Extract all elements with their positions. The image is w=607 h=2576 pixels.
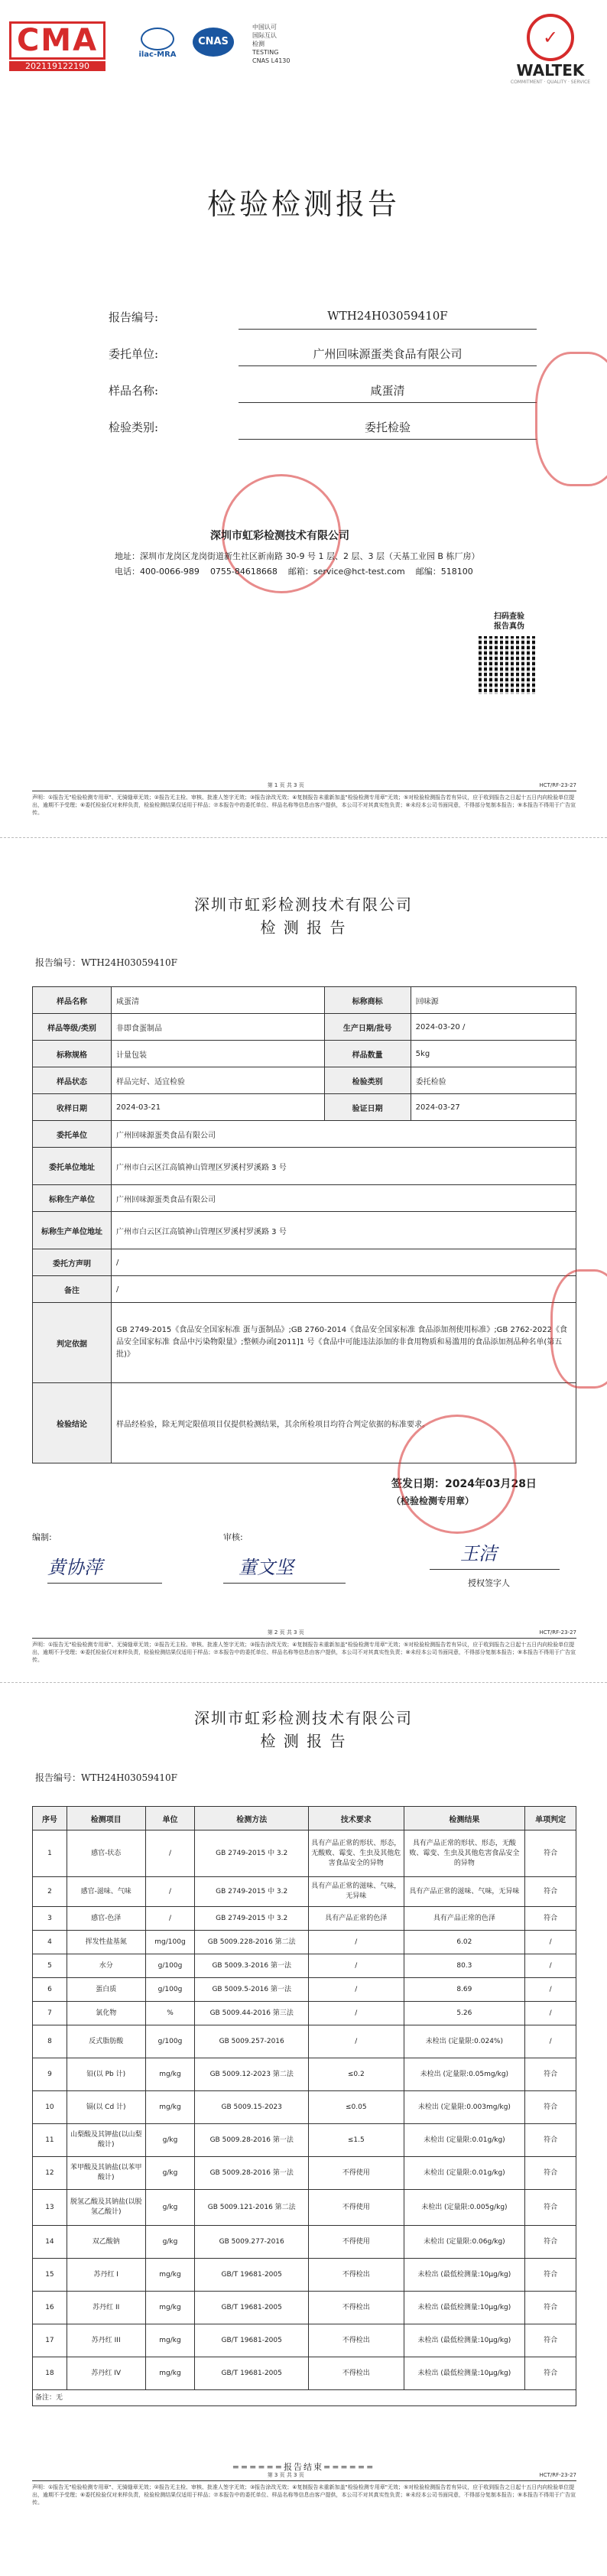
cell-req: ≤1.5 <box>308 2124 404 2157</box>
editor-label: 编制: <box>32 1532 52 1542</box>
report-number-row: 报告编号: WTH24H03059410F <box>109 304 476 330</box>
table-row: 收样日期 2024-03-21 验证日期 2024-03-27 <box>33 1094 576 1121</box>
cell-unit: / <box>145 1907 195 1931</box>
cell-no: 7 <box>33 2002 67 2025</box>
cell-judge: 符合 <box>525 1830 576 1877</box>
cell-method: GB 5009.28-2016 第一法 <box>195 2157 309 2190</box>
cell-result: 具有产品正常的滋味、气味，无异味 <box>404 1877 525 1907</box>
table-row <box>33 2058 576 2091</box>
cell-req: 不得使用 <box>308 2226 404 2259</box>
cell-item: 山梨酸及其钾盐(以山梨酸计) <box>67 2124 145 2157</box>
sample-info-table <box>32 986 576 1463</box>
cell-judge: 符合 <box>525 2226 576 2259</box>
cell-unit: g/kg <box>145 2157 195 2190</box>
table-row <box>33 2324 576 2357</box>
cell-judge: 符合 <box>525 2259 576 2292</box>
cell-method: GB/T 19681-2005 <box>195 2357 309 2390</box>
cell-item: 苏丹红 II <box>67 2292 145 2324</box>
cell-result: 5.26 <box>404 2002 525 2025</box>
cell-req: ≤0.2 <box>308 2058 404 2091</box>
cell-unit: / <box>145 1877 195 1907</box>
cell-unit: mg/100g <box>145 1931 195 1954</box>
cell-no: 15 <box>33 2259 67 2292</box>
cell-result: 未检出 (定量限:0.005g/kg) <box>404 2190 525 2226</box>
table-row <box>33 2292 576 2324</box>
table-row: 标称生产单位 广州回味源蛋类食品有限公司 <box>33 1185 576 1212</box>
cell-method: GB 2749-2015 中 3.2 <box>195 1907 309 1931</box>
cell-unit: mg/kg <box>145 2357 195 2390</box>
cell-result: 未检出 (定量限:0.05mg/kg) <box>404 2058 525 2091</box>
qr-label: 扫码查验 报告真伪 <box>494 612 524 631</box>
waltek-logo: ✓ WALTEK COMMITMENT · QUALITY · SERVICE <box>505 14 596 83</box>
cell-judge: / <box>525 1954 576 1978</box>
cell-method: GB 5009.15-2023 <box>195 2091 309 2124</box>
cell-method: GB 2749-2015 中 3.2 <box>195 1877 309 1907</box>
table-header-row: 序号 检测项目 单位 检测方法 技术要求 检测结果 单项判定 <box>33 1807 576 1830</box>
cell-no: 12 <box>33 2157 67 2190</box>
cell-method: GB 5009.228-2016 第二法 <box>195 1931 309 1954</box>
cell-method: GB 5009.3-2016 第一法 <box>195 1954 309 1978</box>
cell-unit: mg/kg <box>145 2324 195 2357</box>
cell-item: 蛋白质 <box>67 1978 145 2002</box>
checkmark-icon: ✓ <box>527 14 574 61</box>
cell-req: 不得检出 <box>308 2324 404 2357</box>
table-note: 备注：无 <box>33 2390 576 2406</box>
cell-unit: mg/kg <box>145 2292 195 2324</box>
cell-item: 感官-色泽 <box>67 1907 145 1931</box>
issue-date: 签发日期：2024年03月28日 <box>391 1478 537 1490</box>
cell-item: 双乙酸钠 <box>67 2226 145 2259</box>
cell-no: 10 <box>33 2091 67 2124</box>
table-row <box>33 2157 576 2190</box>
cell-result: 具有产品正常的形状、形态，无酸败、霉变、生虫及其他危害食品安全的异物 <box>404 1830 525 1877</box>
cell-judge: 符合 <box>525 2091 576 2124</box>
cell-result: 6.02 <box>404 1931 525 1954</box>
test-seal <box>398 1415 517 1534</box>
cell-req: / <box>308 2002 404 2025</box>
approver-label: 授权签字人 <box>468 1578 510 1588</box>
cell-unit: g/kg <box>145 2190 195 2226</box>
cell-no: 9 <box>33 2058 67 2091</box>
cell-method: GB 5009.257-2016 <box>195 2025 309 2058</box>
table-row: 标称规格 计量包装 样品数量 5kg <box>33 1041 576 1067</box>
cell-judge: 符合 <box>525 2190 576 2226</box>
table-row <box>33 1907 576 1931</box>
cell-method: GB/T 19681-2005 <box>195 2324 309 2357</box>
table-row: 样品状态 样品完好、适宜检验 检验类别 委托检验 <box>33 1067 576 1094</box>
cell-req: / <box>308 1931 404 1954</box>
cell-no: 4 <box>33 1931 67 1954</box>
company-title: 深圳市虹彩检测技术有限公司 <box>194 895 413 914</box>
table-row <box>33 2002 576 2025</box>
cell-req: 不得使用 <box>308 2190 404 2226</box>
qr-code[interactable] <box>479 636 537 694</box>
table-row <box>33 2124 576 2157</box>
ilac-logo: ilac-MRA <box>130 28 185 61</box>
cell-item: 水分 <box>67 1954 145 1978</box>
table-row <box>33 2357 576 2390</box>
table-row <box>33 1877 576 1907</box>
report-number: 报告编号：WTH24H03059410F <box>35 957 177 968</box>
cell-item: 挥发性盐基氮 <box>67 1931 145 1954</box>
seam-seal <box>535 352 607 486</box>
cell-result: 未检出 (定量限:0.003mg/kg) <box>404 2091 525 2124</box>
cell-req: 具有产品正常的滋味、气味，无异味 <box>308 1877 404 1907</box>
cell-req: ≤0.05 <box>308 2091 404 2124</box>
cell-judge: / <box>525 1931 576 1954</box>
sample-name-row: 样品名称: 咸蛋清 <box>109 378 476 404</box>
cell-item: 感官-状态 <box>67 1830 145 1877</box>
table-row: 检验结论 样品经检验，除无判定限值项目仅提供检测结果，其余所检项目均符合判定依据的标准要求。 <box>33 1383 576 1463</box>
cell-judge: 符合 <box>525 2124 576 2157</box>
cell-judge: 符合 <box>525 2324 576 2357</box>
cell-unit: g/kg <box>145 2124 195 2157</box>
cell-unit: g/100g <box>145 1978 195 2002</box>
table-row <box>33 1830 576 1877</box>
cell-unit: mg/kg <box>145 2259 195 2292</box>
cell-method: GB/T 19681-2005 <box>195 2259 309 2292</box>
cell-unit: / <box>145 1830 195 1877</box>
table-row <box>33 1931 576 1954</box>
cell-no: 16 <box>33 2292 67 2324</box>
table-row: 委托单位 广州回味源蛋类食品有限公司 <box>33 1121 576 1148</box>
cell-req: / <box>308 2025 404 2058</box>
table-row <box>33 1978 576 2002</box>
cell-req: / <box>308 1954 404 1978</box>
cell-no: 2 <box>33 1877 67 1907</box>
cell-item: 氯化物 <box>67 2002 145 2025</box>
reviewer-label: 审核: <box>223 1532 243 1542</box>
cell-result: 具有产品正常的色泽 <box>404 1907 525 1931</box>
cell-judge: 符合 <box>525 2058 576 2091</box>
results-table <box>32 1806 576 2406</box>
table-row <box>33 2226 576 2259</box>
cnas-logo <box>193 28 246 61</box>
cell-method: GB 5009.121-2016 第二法 <box>195 2190 309 2226</box>
cnas-mark: CNAS <box>193 28 234 57</box>
cell-item: 苯甲酸及其钠盐(以苯甲酸计) <box>67 2157 145 2190</box>
cell-req: 具有产品正常的色泽 <box>308 1907 404 1931</box>
company-name: 深圳市虹彩检测技术有限公司 <box>210 530 349 542</box>
cell-no: 11 <box>33 2124 67 2157</box>
cell-method: GB 5009.28-2016 第一法 <box>195 2124 309 2157</box>
cell-result: 未检出 (定量限:0.01g/kg) <box>404 2157 525 2190</box>
company-contacts: 电话：400-0066-989 0755-84618668 邮箱：service@hct-test.com 邮编：518100 <box>115 567 473 577</box>
cell-unit: g/kg <box>145 2226 195 2259</box>
table-row: 委托方声明 / <box>33 1249 576 1276</box>
cma-number: 202119122190 <box>9 61 105 71</box>
table-row: 备注 / <box>33 1276 576 1303</box>
table-row <box>33 2190 576 2226</box>
cell-req: 不得检出 <box>308 2357 404 2390</box>
table-row <box>33 1954 576 1978</box>
seal-caption: （检验检测专用章） <box>391 1496 475 1506</box>
cell-unit: mg/kg <box>145 2058 195 2091</box>
cell-item: 铅(以 Pb 计) <box>67 2058 145 2091</box>
cell-result: 未检出 (最低检测量:10μg/kg) <box>404 2357 525 2390</box>
reviewer-signature: 董文坚 <box>239 1557 294 1578</box>
cell-judge: / <box>525 2025 576 2058</box>
report-subtitle: 检 测 报 告 <box>260 918 347 937</box>
cell-result: 未检出 (最低检测量:10μg/kg) <box>404 2259 525 2292</box>
cell-req: 不得检出 <box>308 2292 404 2324</box>
cell-no: 18 <box>33 2357 67 2390</box>
client-row: 委托单位: 广州回味源蛋类食品有限公司 <box>109 341 476 367</box>
table-row: 判定依据 GB 2749-2015《食品安全国家标准 蛋与蛋制品》;GB 2760-2014《食品安全国家标准 食品添加剂使用标准》;GB 2762-2022《食品安全国家标准 食品中污染物限量》;整顿办函[2011]1 号《食品中可能违法添加的非食用物质和易滥用的食品添加剂品种名单(第五批)》 <box>33 1303 576 1383</box>
cell-result: 未检出 (定量限:0.06g/kg) <box>404 2226 525 2259</box>
cell-item: 苏丹红 I <box>67 2259 145 2292</box>
cma-logo <box>9 21 124 76</box>
cell-item: 镉(以 Cd 计) <box>67 2091 145 2124</box>
cell-method: GB 5009.5-2016 第一法 <box>195 1978 309 2002</box>
cell-method: GB 2749-2015 中 3.2 <box>195 1830 309 1877</box>
cell-result: 80.3 <box>404 1954 525 1978</box>
cell-item: 苏丹红 IV <box>67 2357 145 2390</box>
table-row: 标称生产单位地址 广州市白云区江高镇神山管理区罗溪村罗溪路 3 号 <box>33 1212 576 1249</box>
page-separator <box>0 837 607 838</box>
cnas-cert-text: 中国认可 国际互认 检测 TESTING CNAS L4130 <box>252 24 291 64</box>
cell-req: 不得使用 <box>308 2157 404 2190</box>
cell-req: / <box>308 1978 404 2002</box>
cell-method: GB 5009.277-2016 <box>195 2226 309 2259</box>
cell-req: 不得检出 <box>308 2259 404 2292</box>
page-footer: 第 2 页 共 3 页 HCT/RF-23-27 声明：①报告无"检验检测专用章"、无骑缝章无效；②报告无主检、审核、批准人签字无效；③报告涂改无效；④复制报告未重新加盖"检验检测专用章"无效；⑤对检验检测报告若有异议，应于收到报告之日起十五日内向检验单位提出，逾期不予受理；⑥委托检验仅对来样负责，检验检测结果仅适用于样品；⑦本报告中的委托单位、样品名称等信息由客户提供，本公司不对其真实性负责；⑧未经本公司书面同意，不得部分复制本报告；⑨本报告不得用于广告宣传。 <box>32 1629 576 1663</box>
company-address: 地址：深圳市龙岗区龙岗街道新生社区新南路 30-9 号 1 层、2 层、3 层（天基工业园 B 栋厂房） <box>115 551 480 561</box>
cell-judge: / <box>525 2002 576 2025</box>
page-footer: 第 1 页 共 3 页 HCT/RF-23-27 声明：①报告无"检验检测专用章"、无骑缝章无效；②报告无主检、审核、批准人签字无效；③报告涂改无效；④复制报告未重新加盖"检验检测专用章"无效；⑤对检验检测报告若有异议，应于收到报告之日起十五日内向检验单位提出，逾期不予受理；⑥委托检验仅对来样负责，检验检测结果仅适用于样品；⑦本报告中的委托单位、样品名称等信息由客户提供，本公司不对其真实性负责；⑧未经本公司书面同意，不得部分复制本报告；⑨本报告不得用于广告宣传。 <box>32 782 576 816</box>
cell-result: 8.69 <box>404 1978 525 2002</box>
table-row <box>33 2091 576 2124</box>
cma-mark: CMA <box>9 21 105 60</box>
cell-no: 17 <box>33 2324 67 2357</box>
table-row: 委托单位地址 广州市白云区江高镇神山管理区罗溪村罗溪路 3 号 <box>33 1148 576 1185</box>
cell-unit: mg/kg <box>145 2091 195 2124</box>
cell-req: 具有产品正常的形状、形态，无酸败、霉变、生虫及其他危害食品安全的异物 <box>308 1830 404 1877</box>
cell-result: 未检出 (最低检测量:10μg/kg) <box>404 2292 525 2324</box>
cell-judge: / <box>525 1978 576 2002</box>
cell-judge: 符合 <box>525 1907 576 1931</box>
cell-judge: 符合 <box>525 2157 576 2190</box>
cell-unit: g/100g <box>145 2025 195 2058</box>
cell-unit: % <box>145 2002 195 2025</box>
editor-signature: 黄协萍 <box>47 1557 102 1578</box>
company-info <box>115 528 573 580</box>
seam-seal-2 <box>550 1269 607 1389</box>
page-title: 检验检测报告 <box>206 187 400 221</box>
company-title: 深圳市虹彩检测技术有限公司 <box>194 1709 413 1727</box>
cell-result: 未检出 (定量限:0.01g/kg) <box>404 2124 525 2157</box>
cell-no: 14 <box>33 2226 67 2259</box>
cell-result: 未检出 (最低检测量:10μg/kg) <box>404 2324 525 2357</box>
cell-result: 未检出 (定量限:0.024%) <box>404 2025 525 2058</box>
page-footer: 第 3 页 共 3 页 HCT/RF-23-27 声明：①报告无"检验检测专用章"、无骑缝章无效；②报告无主检、审核、批准人签字无效；③报告涂改无效；④复制报告未重新加盖"检验检测专用章"无效；⑤对检验检测报告若有异议，应于收到报告之日起十五日内向检验单位提出，逾期不予受理；⑥委托检验仅对来样负责，检验检测结果仅适用于样品；⑦本报告中的委托单位、样品名称等信息由客户提供，本公司不对其真实性负责；⑧未经本公司书面同意，不得部分复制本报告；⑨本报告不得用于广告宣传。 <box>32 2472 576 2506</box>
cell-method: GB 5009.12-2023 第二法 <box>195 2058 309 2091</box>
cell-method: GB/T 19681-2005 <box>195 2292 309 2324</box>
report-number: 报告编号：WTH24H03059410F <box>35 1772 177 1783</box>
cell-no: 1 <box>33 1830 67 1877</box>
cell-judge: 符合 <box>525 1877 576 1907</box>
cell-no: 5 <box>33 1954 67 1978</box>
cell-item: 苏丹红 III <box>67 2324 145 2357</box>
table-row: 样品等级/类别 非即食蛋制品 生产日期/批号 2024-03-20 / <box>33 1014 576 1041</box>
cell-no: 8 <box>33 2025 67 2058</box>
report-end: ======报告结束====== <box>232 2462 375 2472</box>
cell-unit: g/100g <box>145 1954 195 1978</box>
approver-signature: 王洁 <box>460 1543 497 1564</box>
cell-judge: 符合 <box>525 2292 576 2324</box>
cell-no: 13 <box>33 2190 67 2226</box>
page-separator <box>0 1682 607 1683</box>
cell-judge: 符合 <box>525 2357 576 2390</box>
table-row <box>33 2025 576 2058</box>
test-type-row: 检验类别: 委托检验 <box>109 414 476 440</box>
cell-method: GB 5009.44-2016 第三法 <box>195 2002 309 2025</box>
cell-item: 反式脂肪酸 <box>67 2025 145 2058</box>
cell-no: 6 <box>33 1978 67 2002</box>
table-row <box>33 2259 576 2292</box>
cell-no: 3 <box>33 1907 67 1931</box>
cell-item: 脱氢乙酸及其钠盐(以脱氢乙酸计) <box>67 2190 145 2226</box>
report-subtitle: 检 测 报 告 <box>260 1732 347 1750</box>
table-row: 样品名称 咸蛋清 标称商标 回味源 <box>33 987 576 1014</box>
cell-item: 感官-滋味、气味 <box>67 1877 145 1907</box>
waltek-name: WALTEK <box>516 61 585 80</box>
